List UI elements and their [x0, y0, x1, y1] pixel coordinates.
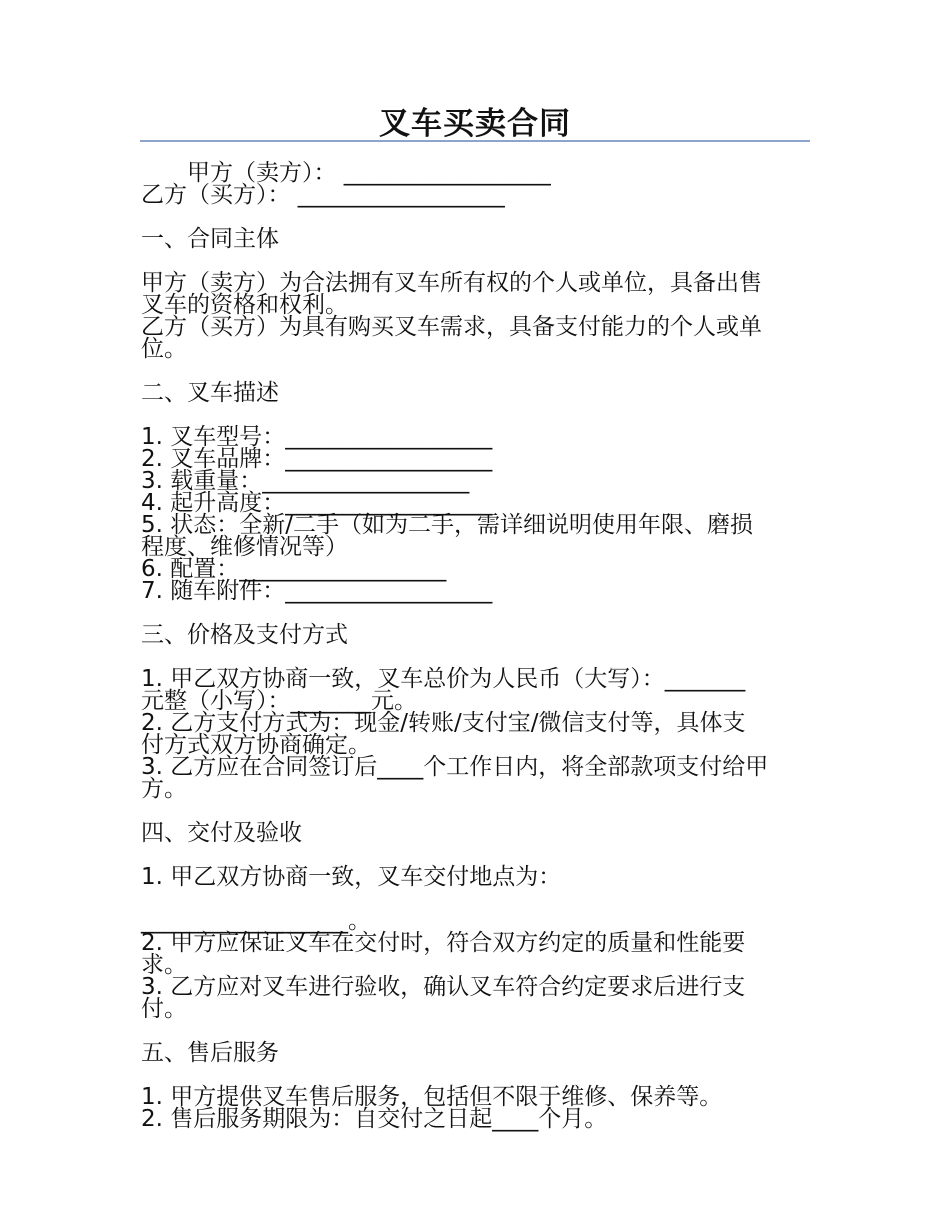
contract-line: 五、售后服务: [141, 1040, 279, 1066]
contract-line: 一、合同主体: [141, 226, 279, 252]
contract-line: 乙方（买方）为具有购买叉车需求，具备支付能力的个人或单: [141, 314, 762, 340]
contract-line: 位。: [141, 336, 187, 362]
contract-line: 方。: [141, 776, 187, 802]
contract-line: 程度、维修情况等）: [141, 534, 348, 560]
contract-line: 6. 配置：__________________: [141, 556, 447, 582]
contract-line: 3. 乙方应在合同签订后____个工作日内，将全部款项支付给甲: [141, 754, 769, 780]
contract-line: 元整（小写）：_______元。: [141, 688, 417, 714]
contract-line: 1. 甲乙双方协商一致，叉车总价为人民币（大写）：_______: [141, 666, 746, 692]
document-title: 叉车买卖合同: [379, 106, 571, 142]
contract-line: 7. 随车附件：__________________: [141, 578, 493, 604]
contract-line: 1. 叉车型号：__________________: [141, 424, 493, 450]
contract-line: 甲方（卖方）为合法拥有叉车所有权的个人或单位，具备出售: [141, 270, 762, 296]
contract-line: 3. 载重量：__________________: [141, 468, 470, 494]
contract-line: __________________。: [141, 908, 371, 934]
contract-line: 2. 叉车品牌：__________________: [141, 446, 493, 472]
contract-line: 叉车的资格和权利。: [141, 292, 348, 318]
contract-line: 5. 状态：全新/二手（如为二手，需详细说明使用年限、磨损: [141, 512, 754, 538]
title-underline: [140, 140, 810, 142]
contract-line: 甲方（卖方）： __________________: [187, 160, 551, 186]
contract-line: 3. 乙方应对叉车进行验收，确认叉车符合约定要求后进行支: [141, 974, 746, 1000]
contract-line: 付。: [141, 996, 187, 1022]
contract-line: 二、叉车描述: [141, 380, 279, 406]
contract-line: 1. 甲方提供叉车售后服务，包括但不限于维修、保养等。: [141, 1084, 723, 1110]
contract-line: 付方式双方协商确定。: [141, 732, 371, 758]
contract-line: 求。: [141, 952, 187, 978]
contract-line: 乙方（买方）： __________________: [141, 182, 505, 208]
contract-line: 2. 乙方支付方式为：现金/转账/支付宝/微信支付等，具体支: [141, 710, 746, 736]
contract-line: 1. 甲乙双方协商一致，叉车交付地点为：: [141, 864, 562, 890]
contract-line: 四、交付及验收: [141, 820, 302, 846]
contract-line: 4. 起升高度：__________________: [141, 490, 493, 516]
contract-line: 2. 售后服务期限为：自交付之日起____个月。: [141, 1106, 608, 1132]
contract-line: 三、价格及支付方式: [141, 622, 348, 648]
contract-line: 2. 甲方应保证叉车在交付时，符合双方约定的质量和性能要: [141, 930, 746, 956]
